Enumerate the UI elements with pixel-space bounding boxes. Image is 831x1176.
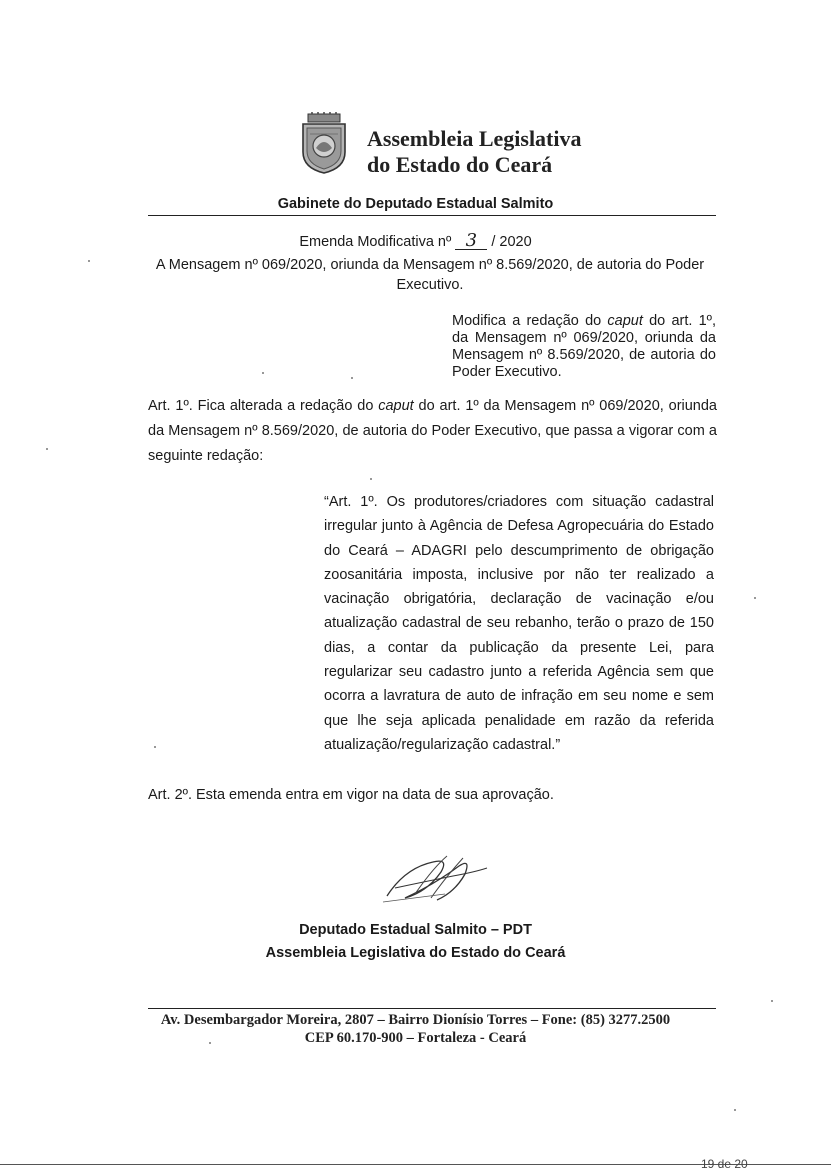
cabinet-title: Gabinete do Deputado Estadual Salmito	[277, 196, 554, 212]
signatory-name: Deputado Estadual Salmito – PDT	[299, 922, 532, 938]
header-divider	[148, 215, 716, 216]
institution-line-2: do Estado do Ceará	[367, 152, 553, 177]
scan-speck	[370, 478, 372, 480]
ementa-caput: caput	[607, 313, 643, 329]
article-1-text-2: do art. 1º da Mensagem nº 069/2020, oriunda da Mensagem nº 8.569/2020, de autoria do Poder Executivo, que passa a vigorar com a seguinte redação:	[148, 398, 717, 464]
article-1-text-1: Art. 1º. Fica alterada a redação do	[148, 398, 379, 414]
scan-speck	[351, 377, 353, 379]
scan-speck	[771, 1000, 773, 1002]
coat-of-arms-emblem	[298, 112, 350, 174]
scan-speck	[754, 597, 756, 599]
article-1-caput: caput	[378, 398, 414, 414]
footer-address-block	[0, 1011, 831, 1047]
article-2: Art. 2º. Esta emenda entra em vigor na data de sua aprovação.	[148, 787, 554, 803]
scan-speck	[154, 746, 156, 748]
scan-speck	[734, 1109, 736, 1111]
handwritten-signature	[375, 848, 495, 910]
institution-line-1: Assembleia Legislativa	[367, 126, 582, 151]
quoted-article-text: “Art. 1º. Os produtores/criadores com situação cadastral irregular junto à Agência de Defesa Agropecuária do Estado do Ceará – ADAGRI pelo descumprimento de obrigação zoosanitária imposta, inclusive por não ter realizado a vacinação obrigatória, declaração de vacinação e/ou atualização cadastral de seu rebanho, terão o prazo de 150 dias, a contar da publicação da presente Lei, para regularizar seu cadastro junto a referida Agência sem que ocorra a lavratura de auto de infração em seu nome e sem que lhe seja aplicada penalidade em razão da referida atualização/regularização cadastral.”	[324, 494, 714, 753]
scan-speck	[46, 448, 48, 450]
scan-speck	[262, 372, 264, 374]
ementa-text-1: Modifica a redação do	[452, 313, 608, 329]
ementa-text-2: do art. 1º, da Mensagem nº 069/2020, oriunda da Mensagem nº 8.569/2020, de autoria do Poder Executivo.	[452, 313, 716, 380]
institution-name	[367, 126, 582, 178]
page-number: 19 de 20	[701, 1157, 748, 1171]
message-reference: A Mensagem nº 069/2020, oriunda da Mensagem nº 8.569/2020, de autoria do Poder Executivo.	[155, 257, 705, 293]
footer-cep: CEP 60.170-900 – Fortaleza - Ceará	[304, 1030, 527, 1046]
amendment-number: 3	[455, 233, 487, 250]
scan-speck	[209, 1042, 211, 1044]
footer-address: Av. Desembargador Moreira, 2807 – Bairro Dionísio Torres – Fone: (85) 3277.2500	[160, 1012, 671, 1028]
amendment-title	[0, 230, 831, 251]
ementa	[452, 313, 716, 381]
signatory	[0, 919, 831, 965]
amendment-prefix: Emenda Modificativa nº	[299, 234, 452, 250]
footer-divider	[148, 1008, 716, 1009]
article-1	[148, 394, 717, 469]
scan-speck	[88, 260, 90, 262]
signatory-institution: Assembleia Legislativa do Estado do Ceará	[265, 945, 566, 961]
amendment-year: / 2020	[491, 234, 532, 250]
